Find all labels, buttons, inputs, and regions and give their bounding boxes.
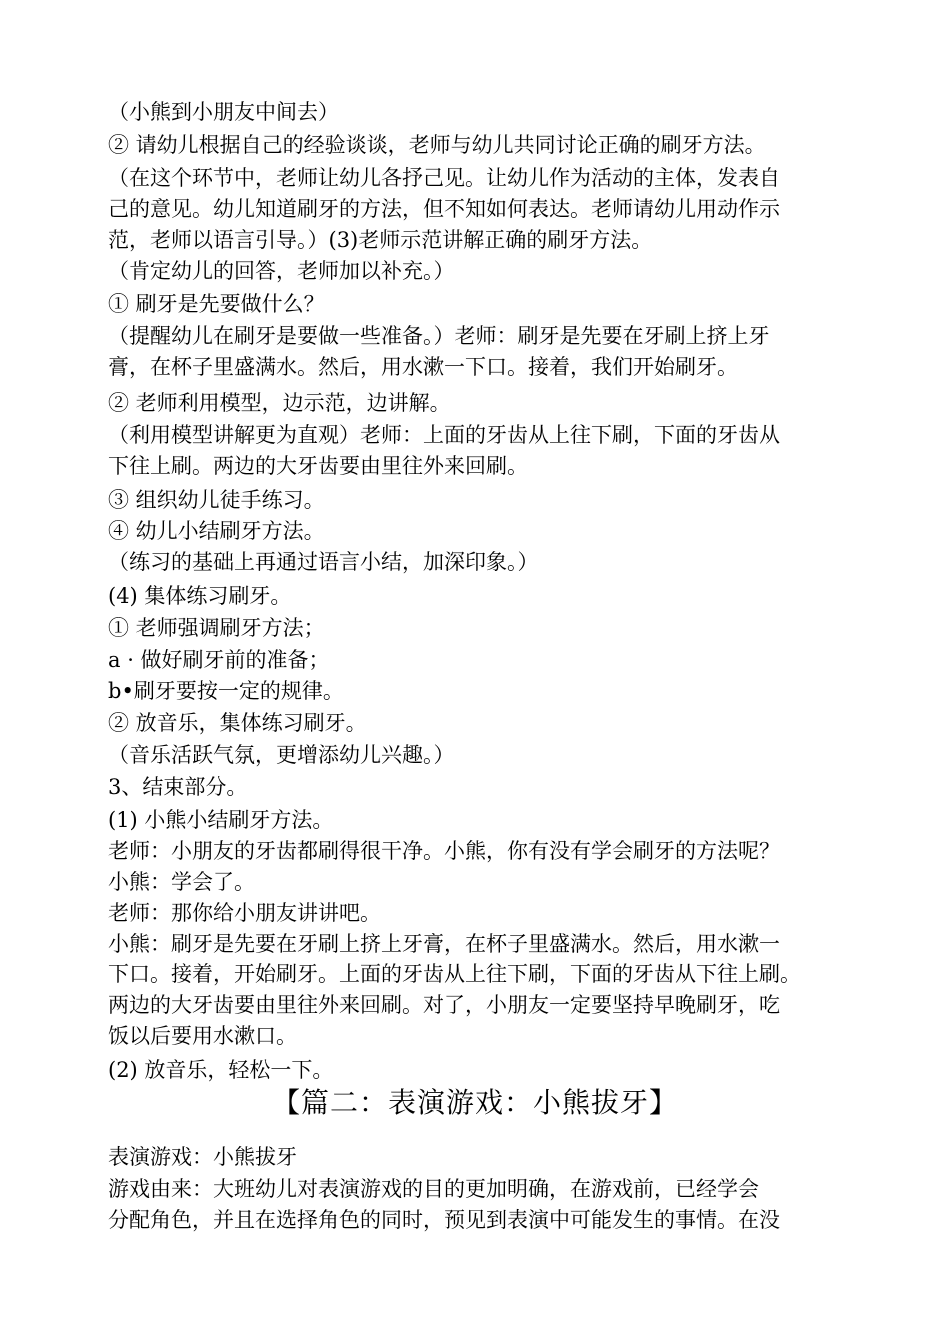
text-line: 分配角色，并且在选择角色的同时，预见到表演中可能发生的事情。在没 xyxy=(108,1208,780,1232)
text-line: 3、结束部分。 xyxy=(108,775,248,799)
text-line: 下往上刷。两边的大牙齿要由里往外来回刷。 xyxy=(108,454,528,478)
text-line: ② 请幼儿根据自己的经验谈谈，老师与幼儿共同讨论正确的刷牙方法。 xyxy=(108,133,766,157)
text-line: a · 做好刷牙前的准备； xyxy=(108,648,330,672)
text-line: 小熊：刷牙是先要在牙刷上挤上牙膏，在杯子里盛满水。然后，用水漱一 xyxy=(108,932,780,956)
section-heading: 【篇二：表演游戏：小熊拔牙】 xyxy=(271,1086,678,1119)
text-line: 小熊：学会了。 xyxy=(108,870,255,894)
text-line: 老师：那你给小朋友讲讲吧。 xyxy=(108,901,381,925)
text-line: （提醒幼儿在刷牙是要做一些准备。）老师：刷牙是先要在牙刷上挤上牙 xyxy=(108,324,770,348)
text-line: （肯定幼儿的回答，老师加以补充。） xyxy=(108,259,455,283)
text-line: 老师：小朋友的牙齿都刷得很干净。小熊，你有没有学会刷牙的方法呢？ xyxy=(108,839,780,863)
text-line: 游戏由来：大班幼儿对表演游戏的目的更加明确，在游戏前，已经学会 xyxy=(108,1177,759,1201)
text-line: （练习的基础上再通过语言小结，加深印象。） xyxy=(108,550,539,574)
text-line: 范，老师以语言引导。）(3)老师示范讲解正确的刷牙方法。 xyxy=(108,228,653,252)
text-line: 两边的大牙齿要由里往外来回刷。对了，小朋友一定要坚持早晚刷牙，吃 xyxy=(108,993,780,1017)
text-line: (1) 小熊小结刷牙方法。 xyxy=(108,808,334,832)
text-line: ② 老师利用模型，边示范，边讲解。 xyxy=(108,391,451,415)
text-line: ③ 组织幼儿徒手练习。 xyxy=(108,488,325,512)
text-line: 己的意见。幼儿知道刷牙的方法，但不知如何表达。老师请幼儿用动作示 xyxy=(108,197,780,221)
text-line: ② 放音乐，集体练习刷牙。 xyxy=(108,711,367,735)
text-line: ① 刷牙是先要做什么？ xyxy=(108,292,325,316)
text-line: 饭以后要用水漱口。 xyxy=(108,1024,297,1048)
text-line: 膏，在杯子里盛满水。然后，用水漱一下口。接着，我们开始刷牙。 xyxy=(108,355,738,379)
text-line: （在这个环节中，老师让幼儿各抒己见。让幼儿作为活动的主体，发表自 xyxy=(108,166,780,190)
text-line: (2) 放音乐，轻松一下。 xyxy=(108,1058,334,1082)
text-line: 下口。接着，开始刷牙。上面的牙齿从上往下刷，下面的牙齿从下往上刷。 xyxy=(108,962,801,986)
text-line: b•刷牙要按一定的规律。 xyxy=(108,679,344,703)
text-line: （小熊到小朋友中间去） xyxy=(108,100,339,124)
text-line: ① 老师强调刷牙方法； xyxy=(108,616,325,640)
text-line: （利用模型讲解更为直观）老师：上面的牙齿从上往下刷，下面的牙齿从 xyxy=(108,423,780,447)
text-line: （音乐活跃气氛，更增添幼儿兴趣。） xyxy=(108,743,455,767)
text-line: 表演游戏：小熊拔牙 xyxy=(108,1145,297,1169)
text-line: (4) 集体练习刷牙。 xyxy=(108,584,292,608)
text-line: ④ 幼儿小结刷牙方法。 xyxy=(108,519,325,543)
